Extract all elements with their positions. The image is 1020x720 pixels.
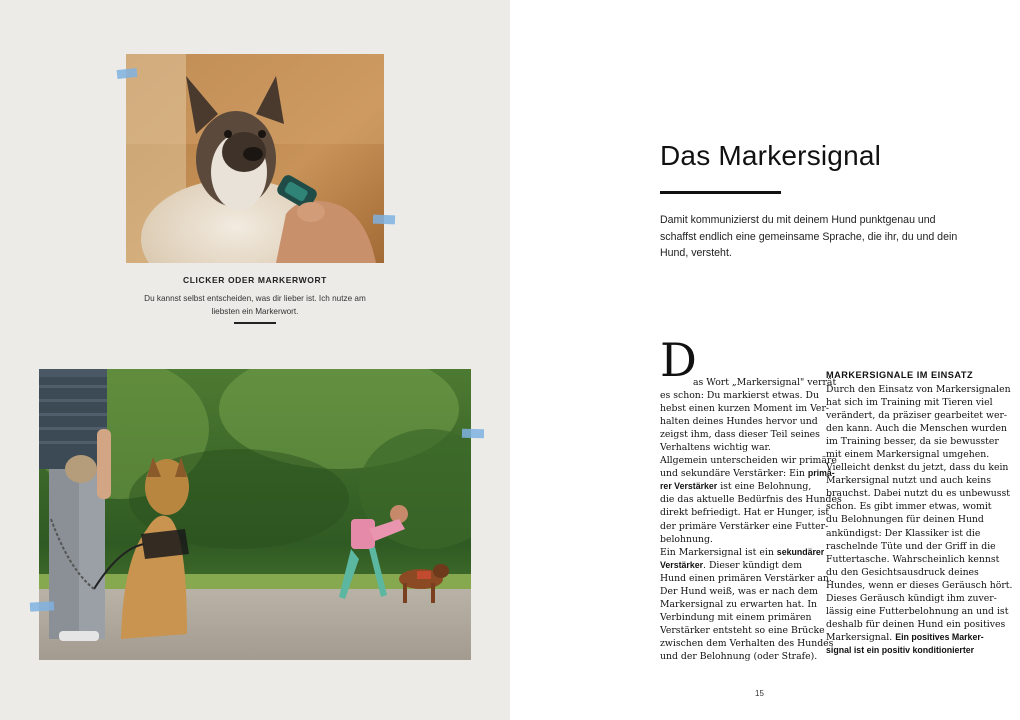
bold-term: primä- <box>807 468 835 479</box>
text-line: halten deines Hundes hervor und <box>660 416 818 428</box>
text-line: schon. Es gibt immer etwas, womit <box>826 501 992 513</box>
caption-divider <box>234 322 276 324</box>
text-line: Ein Markersignal ist ein sekundärer <box>660 546 825 558</box>
text-line: brauchst. Dabei nutzt du es unbewusst <box>826 488 1010 500</box>
text-line: verändert, da präziser gearbeitet wer- <box>826 410 1008 422</box>
text-line: Markersignal zu erwarten hat. In <box>660 598 817 610</box>
tape-strip <box>373 215 395 225</box>
text-line: mit einem Markersignal umgehen. <box>826 449 990 461</box>
text-line: Vielleicht denkst du jetzt, dass du kein <box>826 462 1009 474</box>
text-line: und der Belohnung (oder Strafe). <box>660 650 818 662</box>
caption-line: Du kannst selbst entscheiden, was dir lieber ist. Ich nutze am <box>144 294 366 303</box>
text-line: Markersignal nutzt und auch keins <box>826 475 991 487</box>
text-line: im Training besser, da sie bewusster <box>826 436 999 448</box>
drop-cap: D <box>660 333 697 387</box>
text-line: es schon: Du markierst etwas. Du <box>660 390 819 402</box>
text-line: den kann. Auch die Menschen wurden <box>826 423 1007 435</box>
text-line: Verbindung mit einem primären <box>660 611 812 623</box>
body-column-left <box>660 376 842 663</box>
text-line: ankündigst: Der Klassiker ist die <box>826 527 981 539</box>
text-line: Dieses Geräusch kündigt ihm zuver- <box>826 592 997 604</box>
caption-text <box>126 293 384 318</box>
text-line: Verstärker. Dieser kündigt dem <box>660 559 803 571</box>
text-line: Allgemein unterscheiden wir primäre <box>660 455 837 467</box>
bold-term: signal ist ein positiv konditionierter <box>826 644 975 655</box>
intro-line: Hund, versteht. <box>660 247 732 259</box>
page-title: Das Markersignal <box>660 140 882 171</box>
clicker-dog-photo <box>126 54 384 263</box>
text-line: Hundes, wenn er dieses Geräusch hört. <box>826 579 1013 591</box>
page-number: 15 <box>755 689 764 698</box>
text-line: lässig eine Futterbelohnung an und ist <box>826 605 1009 617</box>
text-line: du den Gesichtsausdruck deines <box>826 566 979 578</box>
text-line: und sekundäre Verstärker: Ein primä- <box>660 468 835 480</box>
text-line: Verhaltens wichtig war. <box>660 442 771 454</box>
text-line: hebst einen kurzen Moment im Ver- <box>660 403 830 415</box>
tape-strip <box>462 429 484 438</box>
intro-text <box>660 212 980 262</box>
training-outdoor-photo <box>39 369 471 660</box>
text-line: Hund einen primären Verstärker an. <box>660 572 832 584</box>
bold-term: rer Verstärker <box>660 481 718 492</box>
text-line: zeigst ihm, dass dieser Teil seines <box>660 429 820 441</box>
caption-line: liebsten ein Markerwort. <box>211 306 299 316</box>
text-line: die das aktuelle Bedürfnis des Hundes <box>660 494 842 506</box>
intro-line: schaffst endlich eine gemeinsame Sprache, die ihr, du und dein <box>660 230 958 243</box>
intro-line: Damit kommunizierst du mit deinem Hund punktgenau und <box>660 214 936 226</box>
text-line: du Belohnungen für deinen Hund <box>826 514 984 526</box>
text-line: direkt befriedigt. Hat er Hunger, ist <box>660 507 830 519</box>
caption-title: CLICKER ODER MARKERWORT <box>183 275 327 285</box>
text-line: hat sich im Training mit Tieren viel <box>826 397 993 409</box>
text-line: belohnung. <box>660 533 713 545</box>
section-subheading: MARKERSIGNALE IM EINSATZ <box>826 370 974 380</box>
text-line: as Wort „Markersignal" verrät <box>693 377 837 388</box>
text-line: Futtertasche. Wahrscheinlich kennst <box>826 553 1000 565</box>
body-column-right <box>826 383 1013 657</box>
bold-term: Ein positives Marker- <box>895 631 984 642</box>
text-line: Durch den Einsatz von Markersignalen <box>826 384 1011 395</box>
title-underline <box>660 191 781 194</box>
tape-strip <box>30 601 54 611</box>
bold-term: Verstärker <box>660 559 704 570</box>
text-line: Der Hund weiß, was er nach dem <box>660 585 818 597</box>
text-line: der primäre Verstärker eine Futter- <box>660 520 829 532</box>
text-line: Markersignal. Ein positives Marker- <box>826 631 984 643</box>
text-line: deshalb für deinen Hund ein positives <box>826 618 1006 630</box>
text-line: rer Verstärker ist eine Belohnung, <box>660 481 812 493</box>
bold-term: sekundärer <box>776 546 825 557</box>
text-line <box>826 644 982 657</box>
text-line: raschelnde Tüte und der Griff in die <box>826 540 996 552</box>
text-line: zwischen dem Verhalten des Hundes <box>660 637 834 649</box>
text-line: Verstärker entsteht so eine Brücke <box>660 624 825 636</box>
